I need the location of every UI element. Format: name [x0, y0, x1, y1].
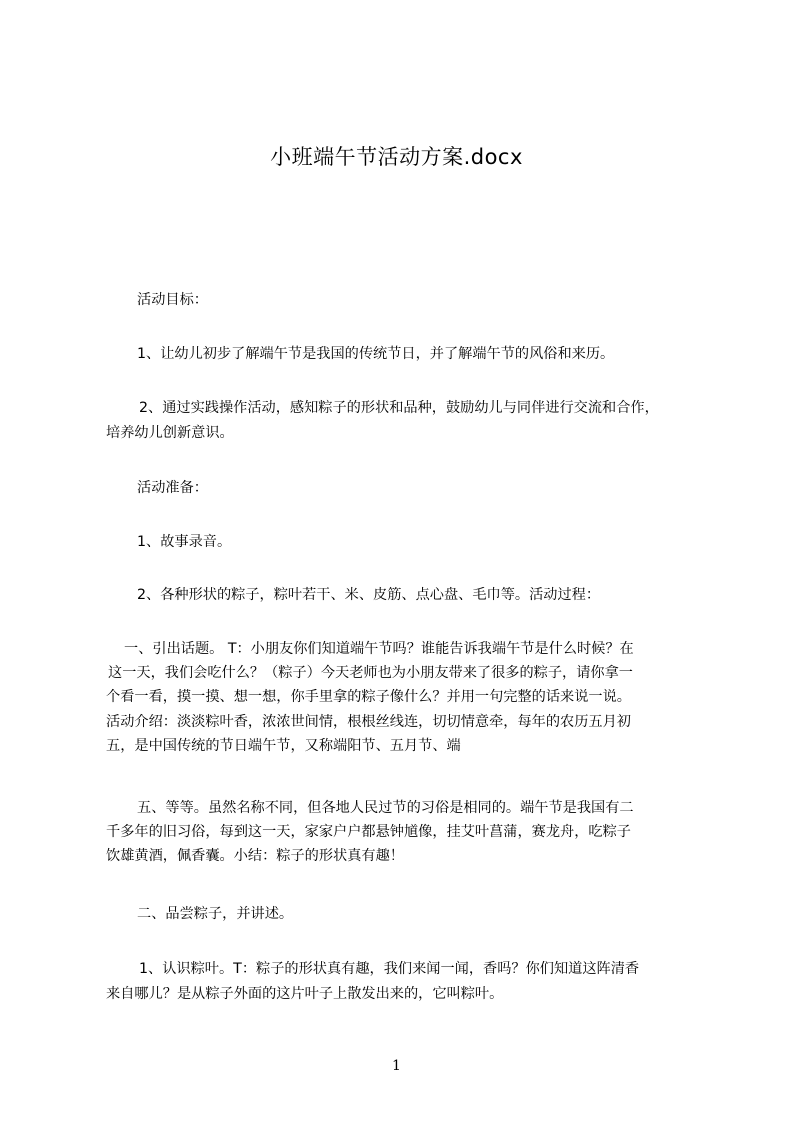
text-line: 1、认识粽叶。T：粽子的形状真有趣，我们来闻一闻，香吗？你们知道这阵清香	[139, 961, 640, 977]
text-line: 活动介绍：淡淡粽叶香，浓浓世间情，根根丝线连，切切情意牵，每年的农历五月初	[106, 714, 631, 730]
text-line: 一、引出话题。 T：小朋友你们知道端午节吗？谁能告诉我端午节是什么时候？在	[124, 641, 634, 657]
text-line: 五、等等。虽然名称不同，但各地人民过节的习俗是相同的。端午节是我国有二	[137, 800, 634, 816]
text-line: 2、通过实践操作活动，感知粽子的形状和品种，鼓励幼儿与同伴进行交流和合作，	[139, 400, 659, 416]
text-line: 饮雄黄酒，佩香囊。小结：粽子的形状真有趣！	[106, 848, 404, 864]
text-line: 1、让幼儿初步了解端午节是我国的传统节日，并了解端午节的风俗和来历。	[137, 346, 615, 362]
text-line: 培养幼儿创新意识。	[106, 425, 234, 441]
document-title: 小班端午节活动方案.docx	[270, 145, 523, 169]
text-line: 来自哪儿？是从粽子外面的这片叶子上散发出来的，它叫粽叶。	[106, 986, 504, 1002]
text-line: 这一天，我们会吃什么？（粽子）今天老师也为小朋友带来了很多的粽子，请你拿一	[108, 665, 633, 681]
text-line: 1、故事录音。	[137, 534, 232, 550]
text-line: 活动目标：	[137, 292, 208, 308]
text-line: 千多年的旧习俗，每到这一天，家家户户都悬钟馗像，挂艾叶菖蒲，赛龙舟，吃粽子	[106, 824, 631, 840]
text-line: 2、各种形状的粽子，粽叶若干、米、皮筋、点心盘、毛巾等。活动过程：	[137, 587, 601, 603]
text-line: 活动准备：	[137, 480, 208, 496]
text-line: 个看一看，摸一摸、想一想，你手里拿的粽子像什么？并用一句完整的话来说一说。	[106, 689, 631, 705]
text-line: 二、品尝粽子，并讲述。	[137, 906, 294, 922]
page-number: 1	[392, 1058, 401, 1074]
text-line: 五，是中国传统的节日端午节，又称端阳节、五月节、端	[106, 738, 461, 754]
